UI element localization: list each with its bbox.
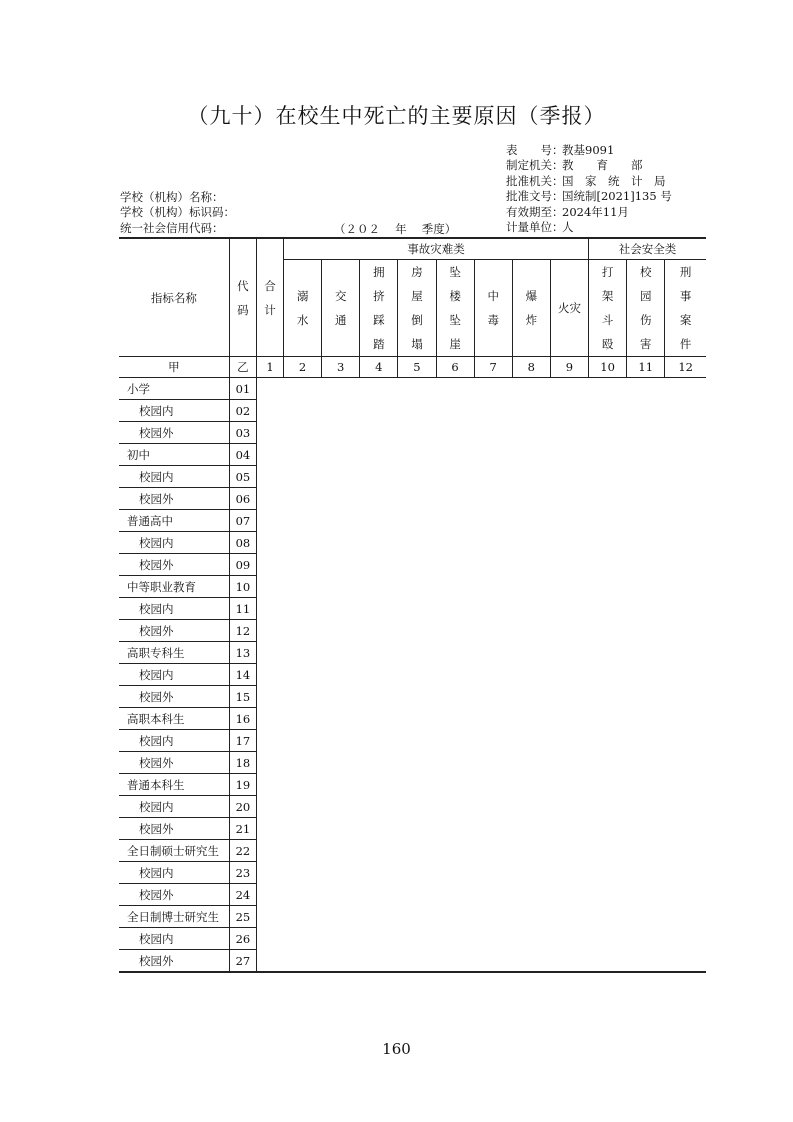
row-value-area [256,796,706,818]
row-indicator-name: 校园内 [119,796,229,818]
table-row [119,576,706,598]
table-row [119,950,706,973]
row-indicator-name: 校园外 [119,884,229,906]
table-row [119,686,706,708]
row-value-area [256,510,706,532]
row-indicator-name: 校园外 [119,488,229,510]
row-code: 14 [229,664,256,686]
row-indicator-name: 校园外 [119,818,229,840]
header-drowning: 溺水 [284,260,322,357]
header-falling: 坠楼坠崖 [436,260,474,357]
index-cell: 12 [665,357,706,378]
row-code: 18 [229,752,256,774]
table-row [119,708,706,730]
index-cell: 4 [360,357,398,378]
row-indicator-name: 全日制博士研究生 [119,906,229,928]
row-value-area [256,686,706,708]
row-indicator-name: 全日制硕士研究生 [119,840,229,862]
header-stampede: 拥挤踩踏 [360,260,398,357]
row-indicator-name: 校园内 [119,664,229,686]
meta-approval-number: 批准文号：国统制[2021]135 号 [506,189,672,204]
table-row [119,466,706,488]
meta-credit-code: 统一社会信用代码： [120,220,224,235]
row-code: 21 [229,818,256,840]
table-row [119,818,706,840]
row-value-area [256,774,706,796]
row-value-area [256,664,706,686]
row-value-area [256,752,706,774]
page-title: （九十）在校生中死亡的主要原因（季报） [187,104,606,128]
row-code: 05 [229,466,256,488]
row-value-area [256,422,706,444]
row-value-area [256,378,706,400]
table-row [119,884,706,906]
meta-unit: 计量单位：人 [506,220,574,235]
row-value-area [256,708,706,730]
table-row [119,598,706,620]
row-indicator-name: 普通高中 [119,510,229,532]
meta-valid-until: 有效期至：2024年11月 [506,204,629,219]
row-indicator-name: 校园内 [119,730,229,752]
table-row [119,488,706,510]
row-value-area [256,400,706,422]
row-value-area [256,642,706,664]
table-row [119,444,706,466]
row-indicator-name: 校园内 [119,532,229,554]
table-row [119,752,706,774]
header-accident-disaster-group: 事故灾难类 [284,238,589,260]
row-indicator-name: 校园外 [119,554,229,576]
row-value-area [256,862,706,884]
table-row [119,840,706,862]
index-cell: 2 [284,357,322,378]
row-indicator-name: 中等职业教育 [119,576,229,598]
row-value-area [256,554,706,576]
header-traffic: 交通 [322,260,360,357]
row-indicator-name: 校园外 [119,950,229,973]
row-code: 02 [229,400,256,422]
meta-school-name: 学校（机构）名称： [120,190,224,204]
meta-table-number: 表 号：教基9091 [506,143,615,157]
header-criminal-case: 刑事案件 [665,260,706,357]
row-code: 06 [229,488,256,510]
index-cell: 3 [322,357,360,378]
row-value-area [256,928,706,950]
row-code: 09 [229,554,256,576]
index-cell: 6 [436,357,474,378]
row-code: 01 [229,378,256,400]
row-value-area [256,950,706,973]
row-value-area [256,488,706,510]
row-value-area [256,818,706,840]
meta-school-id: 学校（机构）标识码： [120,205,235,220]
row-code: 24 [229,884,256,906]
row-indicator-name: 高职专科生 [119,642,229,664]
row-code: 25 [229,906,256,928]
table-row [119,422,706,444]
row-code: 13 [229,642,256,664]
header-index-row [119,357,706,378]
table-row [119,400,706,422]
table-row [119,554,706,576]
row-indicator-name: 初中 [119,444,229,466]
row-indicator-name: 校园外 [119,422,229,444]
table-row [119,664,706,686]
form-meta-left [120,190,235,236]
row-code: 04 [229,444,256,466]
row-value-area [256,884,706,906]
row-indicator-name: 校园内 [119,862,229,884]
table-row [119,774,706,796]
row-value-area [256,906,706,928]
row-indicator-name: 校园外 [119,686,229,708]
row-code: 08 [229,532,256,554]
index-cell: 9 [550,357,588,378]
row-value-area [256,466,706,488]
row-indicator-name: 普通本科生 [119,774,229,796]
row-code: 12 [229,620,256,642]
index-cell: 7 [474,357,512,378]
row-indicator-name: 校园内 [119,400,229,422]
row-code: 20 [229,796,256,818]
header-total: 合计 [256,238,283,357]
row-value-area [256,598,706,620]
header-social-security-group: 社会安全类 [589,238,706,260]
index-cell: 10 [589,357,627,378]
row-indicator-name: 校园内 [119,598,229,620]
header-indicator-name: 指标名称 [119,238,229,357]
row-code: 07 [229,510,256,532]
row-code: 19 [229,774,256,796]
row-code: 27 [229,950,256,973]
row-code: 23 [229,862,256,884]
report-period: （２０２ 年 季度） [334,222,457,236]
row-code: 26 [229,928,256,950]
row-indicator-name: 小学 [119,378,229,400]
header-campus-injury: 校园伤害 [627,260,665,357]
index-cell: 甲 [119,357,229,378]
report-table [119,237,706,973]
meta-approving-authority: 批准机关：国 家 统 计 局 [506,173,666,188]
header-fighting: 打架斗殴 [589,260,627,357]
header-poisoning: 中毒 [474,260,512,357]
table-row [119,642,706,664]
row-code: 17 [229,730,256,752]
table-row [119,928,706,950]
header-fire: 火灾 [550,260,588,357]
page-number: 160 [382,1040,411,1058]
row-code: 15 [229,686,256,708]
table-row [119,730,706,752]
row-value-area [256,840,706,862]
row-value-area [256,730,706,752]
header-explosion: 爆炸 [512,260,550,357]
table-row [119,510,706,532]
index-cell: 5 [398,357,436,378]
index-cell: 11 [627,357,665,378]
table-row [119,378,706,400]
row-code: 22 [229,840,256,862]
row-value-area [256,576,706,598]
table-row [119,862,706,884]
row-value-area [256,620,706,642]
row-code: 11 [229,598,256,620]
index-cell: 8 [512,357,550,378]
index-cell: 乙 [229,357,256,378]
header-building-collapse: 房屋倒塌 [398,260,436,357]
form-meta-right [506,143,672,235]
row-indicator-name: 校园内 [119,466,229,488]
row-indicator-name: 校园外 [119,752,229,774]
row-indicator-name: 校园内 [119,928,229,950]
row-indicator-name: 校园外 [119,620,229,642]
row-code: 10 [229,576,256,598]
meta-issuing-authority: 制定机关：教 育 部 [506,158,643,173]
row-value-area [256,532,706,554]
table-row [119,906,706,928]
row-indicator-name: 高职本科生 [119,708,229,730]
table-row [119,620,706,642]
row-value-area [256,444,706,466]
table-row [119,532,706,554]
index-cell: 1 [256,357,283,378]
header-code: 代码 [229,238,256,357]
row-code: 03 [229,422,256,444]
table-row [119,796,706,818]
row-code: 16 [229,708,256,730]
